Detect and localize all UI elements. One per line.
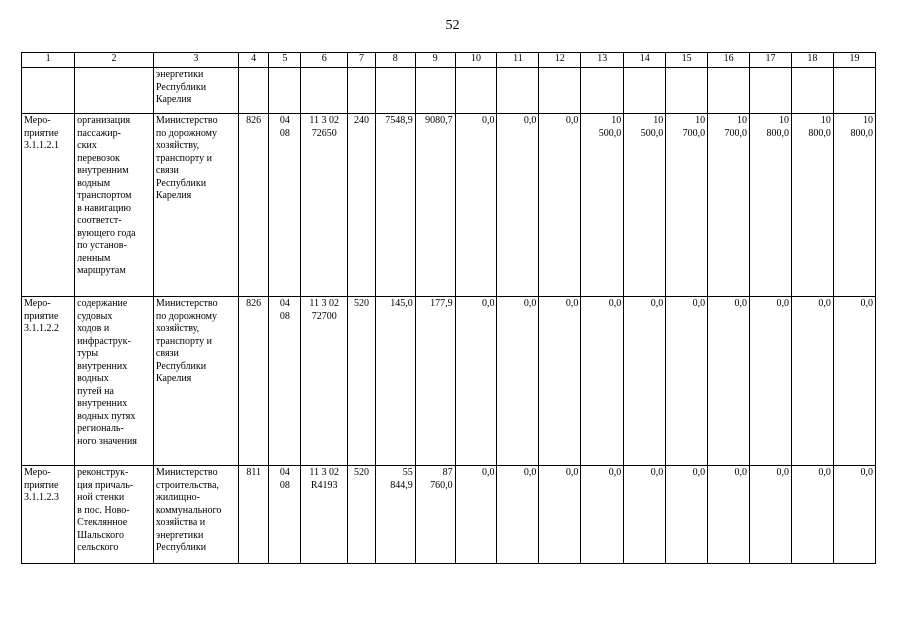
table-cell-col-7 [348,114,376,297]
column-header-2: 2 [75,53,154,68]
table-cell-col-12 [539,68,581,114]
table-cell-col-7 [348,466,376,564]
table-cell-col-1 [22,114,75,297]
table-cell-col-2 [75,68,154,114]
cell-text: 10 800,0 [850,115,873,139]
table-cell-col-8 [375,466,415,564]
table-cell-col-19 [833,68,875,114]
cell-text: 0,0 [776,298,789,309]
cell-text: 0,0 [818,298,831,309]
cell-text: 0,0 [565,467,579,478]
table-cell-col-12 [539,114,581,297]
table-cell-col-13 [581,297,624,466]
table-cell-col-13 [581,68,624,114]
cell-text: 04 08 [279,467,290,491]
cell-text: 0,0 [481,298,495,309]
column-header-9: 9 [415,53,455,68]
cell-text: содержание судовых ходов и инфраструк- туры внутренних водных путей на внутренних водных путях региональ- ного значения [77,298,137,447]
cell-text: 04 08 [279,115,290,139]
cell-text: 7548,9 [385,115,413,126]
cell-text: 10 500,0 [598,115,622,139]
column-header-13: 13 [581,53,624,68]
table-cell-col-9 [415,114,455,297]
table-cell-col-19 [833,466,875,564]
table-cell-col-8 [375,297,415,466]
table-cell-col-3 [153,466,238,564]
table-cell-col-10 [455,114,497,297]
cell-text: 0,0 [734,298,748,309]
cell-text: 177,9 [430,298,453,309]
cell-text: 0,0 [481,115,495,126]
cell-text: реконструк- ция причаль- ной стенки в пос. Ново- Стеклянное Шальского сельского [77,467,134,553]
cell-text: Министерство строительства, жилищно- коммунального хозяйства и энергетики Республики [155,467,222,553]
table-cell-col-16 [708,466,750,564]
table-cell-col-17 [750,466,792,564]
budget-table [21,52,876,564]
cell-text: 0,0 [523,298,537,309]
cell-text: 520 [354,467,369,478]
table-cell-col-3 [153,297,238,466]
table-cell-col-12 [539,297,581,466]
table-cell-col-1 [22,68,75,114]
cell-text: 11 3 02 72700 [309,298,339,322]
table-cell-col-11 [497,297,539,466]
cell-text: 0,0 [565,115,579,126]
table-cell-col-5 [269,466,301,564]
column-header-8: 8 [375,53,415,68]
table-row [22,466,876,564]
table-cell-col-18 [791,297,833,466]
table-cell-col-19 [833,114,875,297]
cell-text: Меро- приятие 3.1.1.2.2 [24,298,59,334]
table-cell-col-17 [750,297,792,466]
column-header-14: 14 [624,53,666,68]
cell-text: 240 [354,115,369,126]
table-cell-col-12 [539,466,581,564]
table-cell-col-19 [833,297,875,466]
table-cell-col-9 [415,297,455,466]
cell-text: Министерство по дорожному хозяйству, транспорту и связи Республики Карелия [155,115,218,201]
cell-text: 10 700,0 [682,115,706,139]
table-cell-col-15 [666,68,708,114]
cell-text: 0,0 [565,298,579,309]
cell-text: 0,0 [650,467,664,478]
table-cell-col-2 [75,297,154,466]
table-cell-col-5 [269,297,301,466]
cell-text: 9080,7 [425,115,453,126]
cell-text: Меро- приятие 3.1.1.2.1 [24,115,59,151]
cell-text: энергетики Республики Карелия [155,69,207,105]
table-cell-col-8 [375,68,415,114]
cell-text: 11 3 02 R4193 [309,467,339,491]
table-cell-col-4 [238,297,269,466]
table-row [22,297,876,466]
table-cell-col-14 [624,114,666,297]
cell-text: 11 3 02 72650 [309,115,339,139]
table-cell-col-13 [581,466,624,564]
table-cell-col-14 [624,68,666,114]
cell-text: 520 [354,298,369,309]
cell-text: 0,0 [650,298,664,309]
page-number: 52 [445,18,460,33]
table-cell-col-15 [666,466,708,564]
table-cell-col-4 [238,466,269,564]
cell-text: 0,0 [734,467,748,478]
column-header-5: 5 [269,53,301,68]
cell-text: 0,0 [776,467,789,478]
table-cell-col-5 [269,68,301,114]
column-header-1: 1 [22,53,75,68]
table-cell-col-7 [348,297,376,466]
table-cell-col-17 [750,114,792,297]
cell-text: 10 500,0 [640,115,664,139]
table-row [22,68,876,114]
column-header-4: 4 [238,53,269,68]
column-header-11: 11 [497,53,539,68]
table-cell-col-6 [301,114,348,297]
cell-text: 0,0 [860,298,873,309]
column-header-12: 12 [539,53,581,68]
cell-text: 826 [246,115,262,126]
table-cell-col-15 [666,114,708,297]
table-cell-col-18 [791,114,833,297]
table-cell-col-17 [750,68,792,114]
table-cell-col-6 [301,68,348,114]
table-cell-col-18 [791,466,833,564]
table-cell-col-2 [75,114,154,297]
table-cell-col-6 [301,466,348,564]
column-header-19: 19 [833,53,875,68]
column-header-16: 16 [708,53,750,68]
cell-text: 10 800,0 [808,115,831,139]
cell-text: 0,0 [818,467,831,478]
cell-text: 145,0 [390,298,413,309]
table-cell-col-9 [415,68,455,114]
cell-text: 0,0 [608,298,622,309]
table-cell-col-16 [708,68,750,114]
cell-text: 04 08 [279,298,290,322]
cell-text: 0,0 [608,467,622,478]
cell-text: 826 [246,298,262,309]
table-cell-col-9 [415,466,455,564]
cell-text: 0,0 [523,115,537,126]
table-cell-col-14 [624,297,666,466]
table-cell-col-11 [497,466,539,564]
table-cell-col-10 [455,297,497,466]
table-row [22,114,876,297]
column-header-15: 15 [666,53,708,68]
cell-text: 10 800,0 [766,115,789,139]
table-cell-col-11 [497,68,539,114]
column-header-17: 17 [750,53,792,68]
cell-text: 0,0 [481,467,495,478]
table-cell-col-10 [455,68,497,114]
cell-text: 87 760,0 [430,467,453,491]
table-cell-col-6 [301,297,348,466]
cell-text: 0,0 [523,467,537,478]
table-cell-col-1 [22,466,75,564]
table-cell-col-5 [269,114,301,297]
cell-text: организация пассажир- ских перевозок внутренним водным транспортом в навигацию соответст- вующего года по установ- ленным маршрутам [77,115,136,276]
table-cell-col-13 [581,114,624,297]
cell-text: 10 700,0 [724,115,748,139]
cell-text: Меро- приятие 3.1.1.2.3 [24,467,59,503]
cell-text: Министерство по дорожному хозяйству, транспорту и связи Республики Карелия [155,298,218,384]
table-cell-col-4 [238,68,269,114]
cell-text: 0,0 [692,298,706,309]
column-header-7: 7 [348,53,376,68]
table-cell-col-4 [238,114,269,297]
table-cell-col-14 [624,466,666,564]
table-cell-col-1 [22,297,75,466]
table-header-row [22,53,876,68]
column-header-18: 18 [791,53,833,68]
cell-text: 0,0 [860,467,873,478]
table-cell-col-8 [375,114,415,297]
cell-text: 811 [246,467,261,478]
table-cell-col-10 [455,466,497,564]
column-header-10: 10 [455,53,497,68]
table-cell-col-16 [708,114,750,297]
table-cell-col-11 [497,114,539,297]
cell-text: 55 844,9 [390,467,413,491]
table-cell-col-16 [708,297,750,466]
table-cell-col-3 [153,114,238,297]
table-cell-col-2 [75,466,154,564]
table-cell-col-3 [153,68,238,114]
table-cell-col-7 [348,68,376,114]
column-header-6: 6 [301,53,348,68]
table-cell-col-15 [666,297,708,466]
table-cell-col-18 [791,68,833,114]
cell-text: 0,0 [692,467,706,478]
column-header-3: 3 [153,53,238,68]
